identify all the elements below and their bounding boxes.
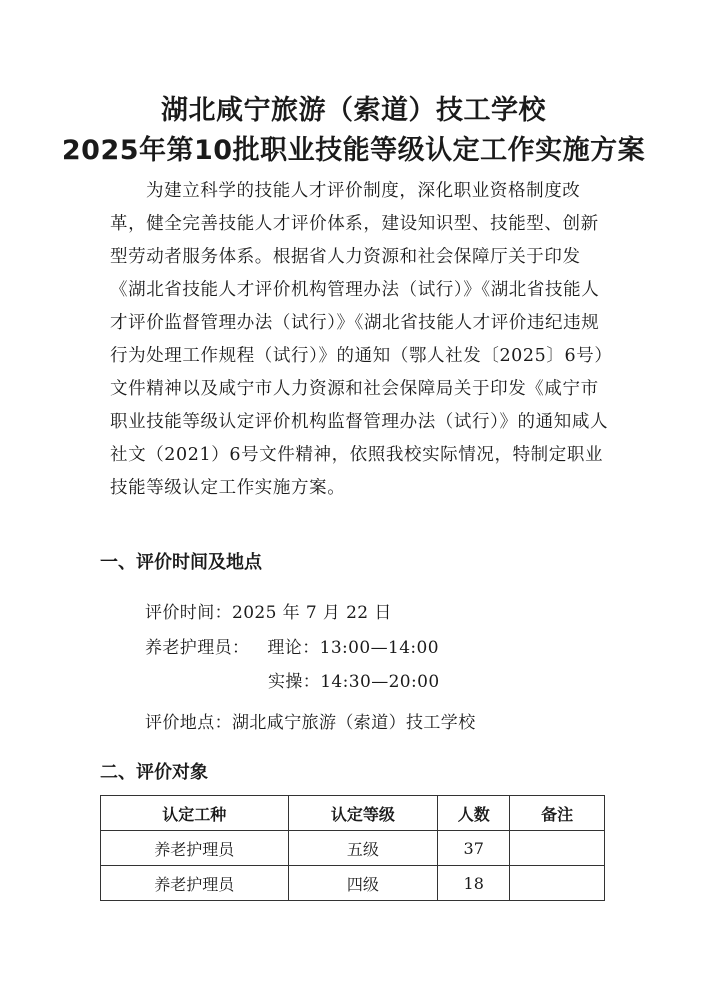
table-row — [101, 866, 605, 901]
table-cell: 养老护理员 — [101, 831, 289, 866]
table-header-cell: 人数 — [438, 796, 510, 831]
table-header-cell: 认定工种 — [101, 796, 289, 831]
section-heading-subjects: 二、评价对象 — [100, 762, 208, 783]
evaluation-location: 评价地点：湖北咸宁旅游（索道）技工学校 — [145, 713, 476, 733]
theory-time: 理论：13:00—14:00 — [267, 638, 439, 658]
table-header-row — [101, 796, 605, 831]
table-cell: 五级 — [288, 831, 438, 866]
table-cell: 18 — [438, 866, 510, 901]
practice-time: 实操：14:30—20:00 — [268, 672, 440, 692]
intro-paragraph — [110, 175, 610, 505]
occupation-schedule — [145, 633, 439, 658]
table-header-cell: 备注 — [510, 796, 605, 831]
table-cell — [510, 831, 605, 866]
intro-paragraph-text: 为建立科学的技能人才评价制度，深化职业资格制度改革，健全完善技能人才评价体系，建设知识型、技能型、创新型劳动者服务体系。根据省人力资源和社会保障厅关于印发《湖北省技能人才评价机构管理办法（试行）》《湖北省技能人才评价监督管理办法（试行）》《湖北省技能人才评价违纪违规行为处理工作规程（试行）》的通知（鄂人社发〔2025〕6号）文件精神以及咸宁市人力资源和社会保障局关于印发《咸宁市职业技能等级认定评价机构监督管理办法（试行）》的通知咸人社文（2021）6号文件精神，依照我校实际情况，特制定职业技能等级认定工作实施方案。 — [110, 181, 609, 498]
document-title-line2: 2025年第10批职业技能等级认定工作实施方案 — [61, 135, 646, 166]
evaluation-time: 评价时间：2025 年 7 月 22 日 — [145, 603, 392, 623]
occupation-label: 养老护理员： — [145, 638, 250, 658]
table-cell — [510, 866, 605, 901]
table-cell: 养老护理员 — [101, 866, 289, 901]
table-cell: 四级 — [288, 866, 438, 901]
section-heading-time-location: 一、评价时间及地点 — [100, 552, 262, 573]
table-row — [101, 831, 605, 866]
document-title-line1: 湖北咸宁旅游（索道）技工学校 — [161, 95, 546, 126]
table-cell: 37 — [438, 831, 510, 866]
subjects-table — [100, 795, 605, 901]
table-header-cell: 认定等级 — [288, 796, 438, 831]
